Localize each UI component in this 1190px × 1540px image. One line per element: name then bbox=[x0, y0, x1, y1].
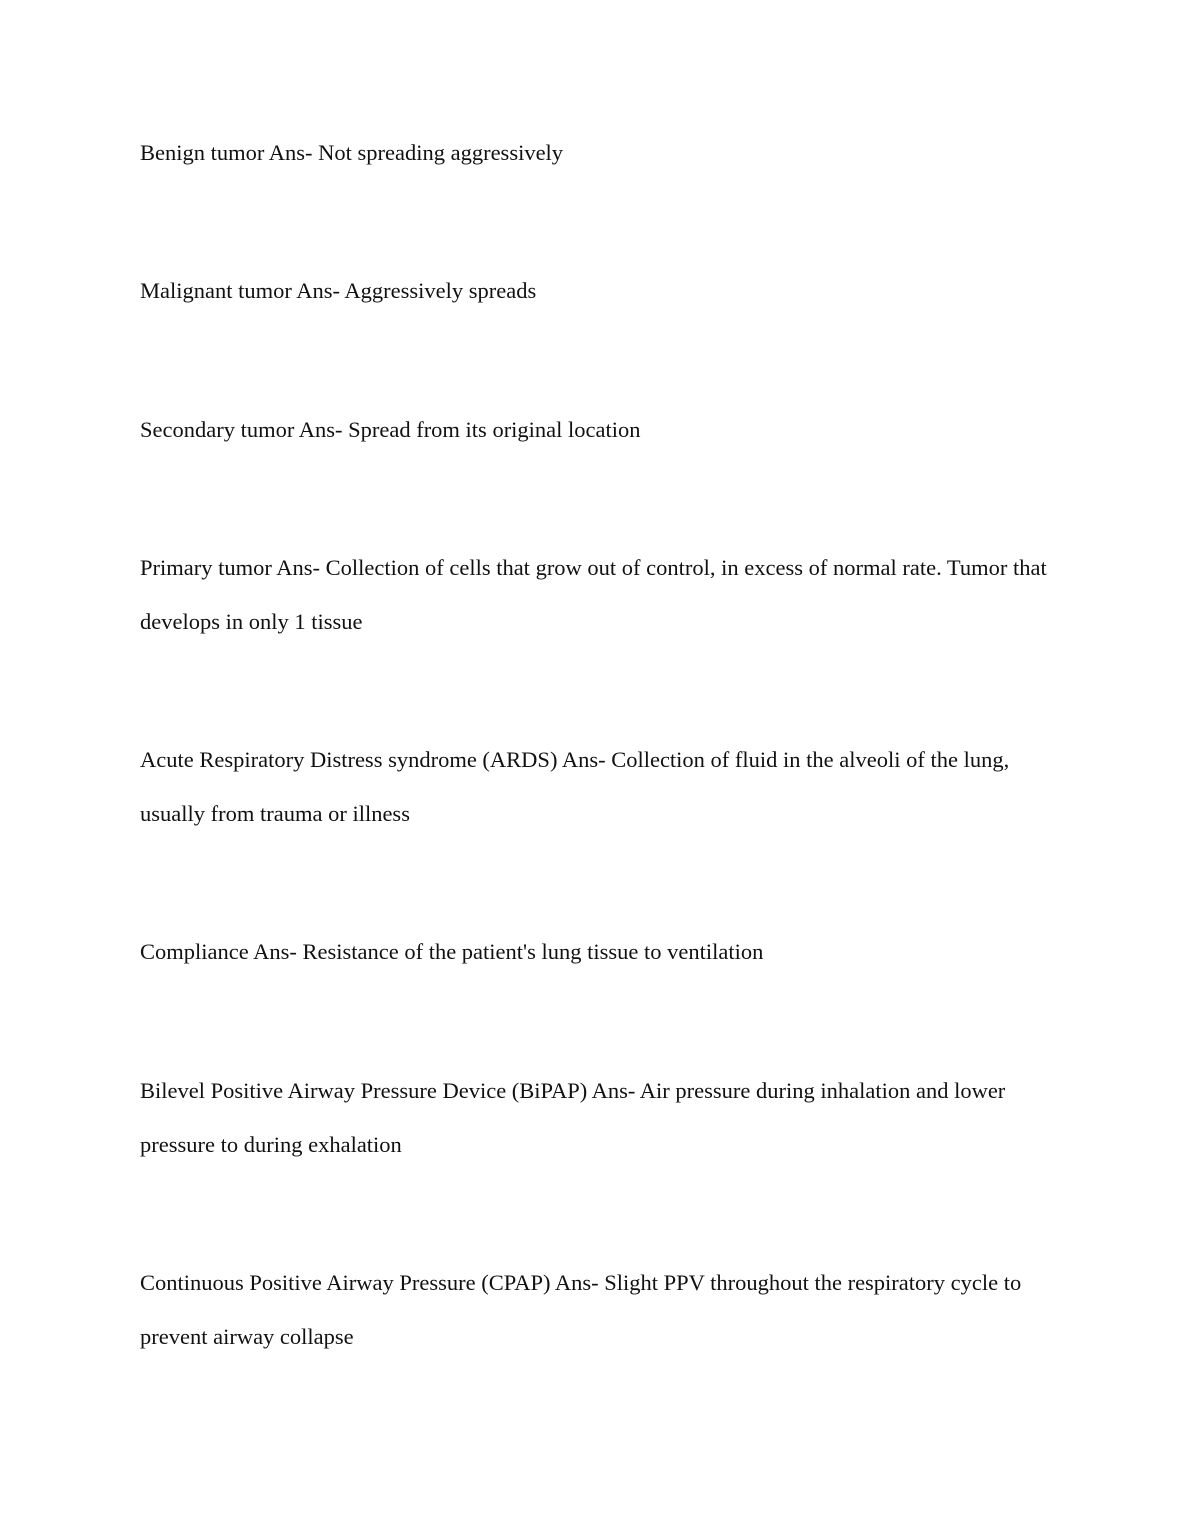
flashcard-entry-malignant-tumor: Malignant tumor Ans- Aggressively spreads bbox=[140, 278, 537, 303]
flashcard-entry-ards: Acute Respiratory Distress syndrome (ARDS) Ans- Collection of fluid in the alveoli of the lung, usually from trauma or illness bbox=[140, 747, 1010, 826]
flashcard-entry-bipap: Bilevel Positive Airway Pressure Device (BiPAP) Ans- Air pressure during inhalation and lower pressure to during exhalation bbox=[140, 1078, 1006, 1157]
flashcard-entry-cpap: Continuous Positive Airway Pressure (CPAP) Ans- Slight PPV throughout the respiratory cycle to prevent airway collapse bbox=[140, 1270, 1022, 1349]
flashcard-entry-secondary-tumor: Secondary tumor Ans- Spread from its original location bbox=[140, 417, 641, 442]
flashcard-entry-benign-tumor: Benign tumor Ans- Not spreading aggressively bbox=[140, 140, 564, 165]
flashcard-entry-compliance: Compliance Ans- Resistance of the patient's lung tissue to ventilation bbox=[140, 939, 764, 964]
flashcard-entry-primary-tumor: Primary tumor Ans- Collection of cells that grow out of control, in excess of normal rate. Tumor that develops in only 1 tissue bbox=[140, 555, 1047, 634]
